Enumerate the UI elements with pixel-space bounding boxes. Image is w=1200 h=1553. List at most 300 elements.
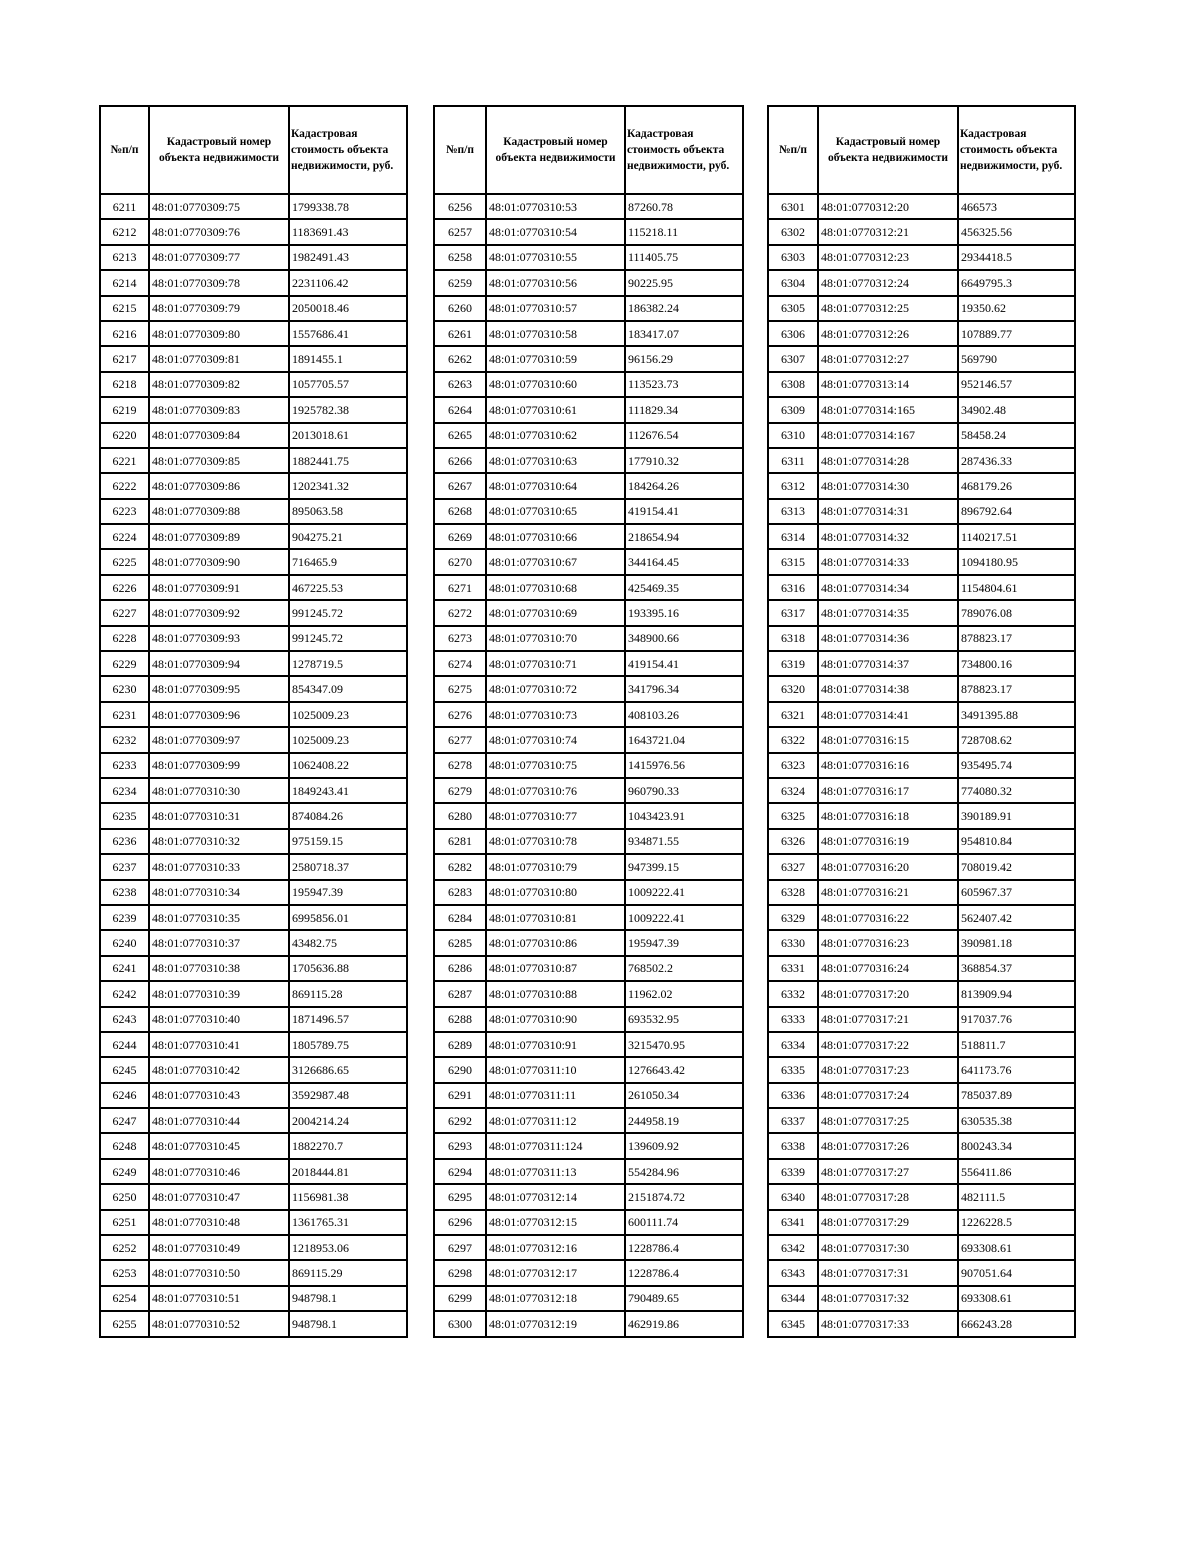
cadastral-value: 991245.72 <box>289 600 407 625</box>
table-row <box>100 1108 407 1133</box>
table-row <box>434 829 743 854</box>
cadastral-value: 1202341.32 <box>289 473 407 498</box>
table-row <box>768 194 1075 219</box>
table-row <box>434 245 743 270</box>
cadastral-number: 48:01:0770312:25 <box>818 296 958 321</box>
row-number: 6319 <box>768 651 818 676</box>
cadastral-number: 48:01:0770309:96 <box>149 702 289 727</box>
table-row <box>768 956 1075 981</box>
table-row <box>100 626 407 651</box>
table-row <box>100 245 407 270</box>
table-row <box>768 905 1075 930</box>
cadastral-number: 48:01:0770316:17 <box>818 778 958 803</box>
row-number: 6292 <box>434 1108 486 1133</box>
cadastral-number: 48:01:0770309:97 <box>149 727 289 752</box>
table-row <box>100 956 407 981</box>
row-number: 6340 <box>768 1184 818 1209</box>
cadastral-number: 48:01:0770309:80 <box>149 321 289 346</box>
cadastral-value: 3592987.48 <box>289 1083 407 1108</box>
cadastral-number: 48:01:0770310:66 <box>486 524 625 549</box>
row-number: 6335 <box>768 1057 818 1082</box>
table-row <box>434 448 743 473</box>
cadastral-value: 3215470.95 <box>625 1032 743 1057</box>
cadastral-number: 48:01:0770309:89 <box>149 524 289 549</box>
table-row <box>100 880 407 905</box>
table-row <box>100 524 407 549</box>
cadastral-value: 600111.74 <box>625 1210 743 1235</box>
table-row <box>100 219 407 244</box>
row-number: 6303 <box>768 245 818 270</box>
cadastral-number: 48:01:0770316:19 <box>818 829 958 854</box>
row-number: 6254 <box>100 1286 149 1311</box>
cadastral-number: 48:01:0770310:56 <box>486 270 625 295</box>
table-row <box>768 1083 1075 1108</box>
cadastral-number: 48:01:0770312:18 <box>486 1286 625 1311</box>
cadastral-number: 48:01:0770316:15 <box>818 727 958 752</box>
row-number: 6219 <box>100 397 149 422</box>
cadastral-value: 2934418.5 <box>958 245 1075 270</box>
table-row <box>768 1235 1075 1260</box>
cadastral-value: 569790 <box>958 346 1075 371</box>
cadastral-number: 48:01:0770310:86 <box>486 930 625 955</box>
row-number: 6230 <box>100 676 149 701</box>
cadastral-value: 19350.62 <box>958 296 1075 321</box>
cadastral-value: 1799338.78 <box>289 194 407 219</box>
row-number: 6326 <box>768 829 818 854</box>
cadastral-value: 708019.42 <box>958 854 1075 879</box>
row-number: 6330 <box>768 930 818 955</box>
table-row <box>434 778 743 803</box>
table-row <box>434 626 743 651</box>
table-row <box>434 1235 743 1260</box>
cadastral-value: 3126686.65 <box>289 1057 407 1082</box>
table-row <box>768 524 1075 549</box>
cadastral-value: 1882270.7 <box>289 1133 407 1158</box>
row-number: 6336 <box>768 1083 818 1108</box>
cadastral-value: 87260.78 <box>625 194 743 219</box>
cadastral-number: 48:01:0770311:13 <box>486 1159 625 1184</box>
cadastral-value: 878823.17 <box>958 626 1075 651</box>
cadastral-number: 48:01:0770310:42 <box>149 1057 289 1082</box>
row-number: 6229 <box>100 651 149 676</box>
table-row <box>100 778 407 803</box>
cadastral-value: 789076.08 <box>958 600 1075 625</box>
cadastral-number: 48:01:0770314:28 <box>818 448 958 473</box>
row-number: 6227 <box>100 600 149 625</box>
cadastral-value: 734800.16 <box>958 651 1075 676</box>
table-row <box>434 423 743 448</box>
row-number: 6256 <box>434 194 486 219</box>
cadastral-value: 895063.58 <box>289 499 407 524</box>
table-row <box>768 930 1075 955</box>
table-row <box>434 956 743 981</box>
table-row <box>100 346 407 371</box>
row-number: 6269 <box>434 524 486 549</box>
cadastral-value: 218654.94 <box>625 524 743 549</box>
header-cadastral-number: Кадастровый номер объекта недвижимости <box>486 106 625 194</box>
table-row <box>100 473 407 498</box>
table-row <box>100 1286 407 1311</box>
row-number: 6337 <box>768 1108 818 1133</box>
table-row <box>434 397 743 422</box>
cadastral-value: 975159.15 <box>289 829 407 854</box>
cadastral-value: 952146.57 <box>958 372 1075 397</box>
table-header-row <box>100 106 407 194</box>
cadastral-value: 1183691.43 <box>289 219 407 244</box>
row-number: 6309 <box>768 397 818 422</box>
cadastral-number: 48:01:0770310:63 <box>486 448 625 473</box>
row-number: 6266 <box>434 448 486 473</box>
table-row <box>768 1032 1075 1057</box>
cadastral-number: 48:01:0770310:59 <box>486 346 625 371</box>
row-number: 6213 <box>100 245 149 270</box>
row-number: 6255 <box>100 1311 149 1336</box>
row-number: 6220 <box>100 423 149 448</box>
cadastral-number: 48:01:0770309:90 <box>149 549 289 574</box>
cadastral-number: 48:01:0770309:83 <box>149 397 289 422</box>
table-row <box>434 753 743 778</box>
row-number: 6342 <box>768 1235 818 1260</box>
row-number: 6235 <box>100 803 149 828</box>
cadastral-number: 48:01:0770314:37 <box>818 651 958 676</box>
row-number: 6302 <box>768 219 818 244</box>
cadastral-number: 48:01:0770309:91 <box>149 575 289 600</box>
cadastral-number: 48:01:0770312:26 <box>818 321 958 346</box>
table-row <box>100 270 407 295</box>
cadastral-number: 48:01:0770310:41 <box>149 1032 289 1057</box>
row-number: 6252 <box>100 1235 149 1260</box>
cadastral-number: 48:01:0770309:78 <box>149 270 289 295</box>
cadastral-number: 48:01:0770310:37 <box>149 930 289 955</box>
table-row <box>100 321 407 346</box>
cadastral-value: 2231106.42 <box>289 270 407 295</box>
table-row <box>434 854 743 879</box>
cadastral-value: 1705636.88 <box>289 956 407 981</box>
cadastral-value: 869115.29 <box>289 1260 407 1285</box>
row-number: 6345 <box>768 1311 818 1336</box>
table-row <box>100 905 407 930</box>
row-number: 6218 <box>100 372 149 397</box>
table-row <box>434 1032 743 1057</box>
table-row <box>434 880 743 905</box>
row-number: 6277 <box>434 727 486 752</box>
row-number: 6258 <box>434 245 486 270</box>
table-row <box>434 1159 743 1184</box>
cadastral-value: 2018444.81 <box>289 1159 407 1184</box>
cadastral-value: 1094180.95 <box>958 549 1075 574</box>
cadastral-number: 48:01:0770310:77 <box>486 803 625 828</box>
table-row <box>100 397 407 422</box>
row-number: 6262 <box>434 346 486 371</box>
cadastral-number: 48:01:0770310:72 <box>486 676 625 701</box>
table-row <box>434 372 743 397</box>
cadastral-number: 48:01:0770309:77 <box>149 245 289 270</box>
cadastral-value: 904275.21 <box>289 524 407 549</box>
table-row <box>434 1184 743 1209</box>
table-row <box>100 1007 407 1032</box>
table-row <box>768 1007 1075 1032</box>
cadastral-value: 6995856.01 <box>289 905 407 930</box>
table-row <box>100 1083 407 1108</box>
table-row <box>100 1184 407 1209</box>
row-number: 6313 <box>768 499 818 524</box>
row-number: 6253 <box>100 1260 149 1285</box>
cadastral-number: 48:01:0770317:23 <box>818 1057 958 1082</box>
table-row <box>768 321 1075 346</box>
table-row <box>100 1210 407 1235</box>
table-row <box>768 702 1075 727</box>
row-number: 6267 <box>434 473 486 498</box>
cadastral-value: 419154.41 <box>625 651 743 676</box>
cadastral-value: 177910.32 <box>625 448 743 473</box>
cadastral-number: 48:01:0770317:24 <box>818 1083 958 1108</box>
row-number: 6271 <box>434 575 486 600</box>
table-row <box>100 372 407 397</box>
cadastral-value: 800243.34 <box>958 1133 1075 1158</box>
row-number: 6331 <box>768 956 818 981</box>
row-number: 6294 <box>434 1159 486 1184</box>
row-number: 6249 <box>100 1159 149 1184</box>
table-row <box>434 981 743 1006</box>
row-number: 6279 <box>434 778 486 803</box>
cadastral-value: 2580718.37 <box>289 854 407 879</box>
table-row <box>100 829 407 854</box>
cadastral-value: 34902.48 <box>958 397 1075 422</box>
cadastral-number: 48:01:0770310:40 <box>149 1007 289 1032</box>
cadastral-value: 1009222.41 <box>625 905 743 930</box>
row-number: 6312 <box>768 473 818 498</box>
cadastral-number: 48:01:0770310:46 <box>149 1159 289 1184</box>
table-row <box>100 930 407 955</box>
cadastral-value: 947399.15 <box>625 854 743 879</box>
cadastral-number: 48:01:0770310:39 <box>149 981 289 1006</box>
row-number: 6221 <box>100 448 149 473</box>
cadastral-value: 785037.89 <box>958 1083 1075 1108</box>
cadastral-value: 1925782.38 <box>289 397 407 422</box>
row-number: 6298 <box>434 1260 486 1285</box>
row-number: 6280 <box>434 803 486 828</box>
cadastral-value: 2151874.72 <box>625 1184 743 1209</box>
cadastral-value: 790489.65 <box>625 1286 743 1311</box>
table-row <box>768 1210 1075 1235</box>
row-number: 6270 <box>434 549 486 574</box>
table-row <box>100 194 407 219</box>
cadastral-value: 344164.45 <box>625 549 743 574</box>
cadastral-value: 1228786.4 <box>625 1260 743 1285</box>
table-row <box>100 753 407 778</box>
cadastral-number: 48:01:0770310:43 <box>149 1083 289 1108</box>
cadastral-number: 48:01:0770317:21 <box>818 1007 958 1032</box>
table-header-row <box>768 106 1075 194</box>
row-number: 6285 <box>434 930 486 955</box>
cadastral-value: 456325.56 <box>958 219 1075 244</box>
row-number: 6327 <box>768 854 818 879</box>
table-row <box>768 1159 1075 1184</box>
cadastral-value: 186382.24 <box>625 296 743 321</box>
cadastral-number: 48:01:0770312:19 <box>486 1311 625 1336</box>
table-row <box>768 1133 1075 1158</box>
header-cadastral-value: Кадастровая стоимость объекта недвижимости, руб. <box>625 106 743 194</box>
table-row <box>768 880 1075 905</box>
cadastral-value: 948798.1 <box>289 1311 407 1336</box>
row-number: 6318 <box>768 626 818 651</box>
table-row <box>768 372 1075 397</box>
cadastral-value: 1154804.61 <box>958 575 1075 600</box>
row-number: 6268 <box>434 499 486 524</box>
cadastral-number: 48:01:0770310:69 <box>486 600 625 625</box>
cadastral-value: 1871496.57 <box>289 1007 407 1032</box>
cadastral-value: 2004214.24 <box>289 1108 407 1133</box>
row-number: 6238 <box>100 880 149 905</box>
table-row <box>434 803 743 828</box>
row-number: 6211 <box>100 194 149 219</box>
cadastral-value: 693308.61 <box>958 1286 1075 1311</box>
row-number: 6282 <box>434 854 486 879</box>
row-number: 6290 <box>434 1057 486 1082</box>
cadastral-value: 854347.09 <box>289 676 407 701</box>
table-row <box>100 549 407 574</box>
cadastral-number: 48:01:0770310:78 <box>486 829 625 854</box>
table-row <box>434 1260 743 1285</box>
row-number: 6323 <box>768 753 818 778</box>
row-number: 6307 <box>768 346 818 371</box>
header-cadastral-number: Кадастровый номер объекта недвижимости <box>149 106 289 194</box>
row-number: 6234 <box>100 778 149 803</box>
cadastral-number: 48:01:0770311:11 <box>486 1083 625 1108</box>
cadastral-value: 96156.29 <box>625 346 743 371</box>
cadastral-number: 48:01:0770310:65 <box>486 499 625 524</box>
row-number: 6300 <box>434 1311 486 1336</box>
table-row <box>100 296 407 321</box>
table-row <box>100 1311 407 1336</box>
row-number: 6334 <box>768 1032 818 1057</box>
table-row <box>768 1286 1075 1311</box>
cadastral-number: 48:01:0770310:75 <box>486 753 625 778</box>
table-row <box>100 1159 407 1184</box>
cadastral-value: 419154.41 <box>625 499 743 524</box>
cadastral-number: 48:01:0770311:124 <box>486 1133 625 1158</box>
table-row <box>768 1108 1075 1133</box>
cadastral-number: 48:01:0770317:22 <box>818 1032 958 1057</box>
cadastral-value: 408103.26 <box>625 702 743 727</box>
row-number: 6248 <box>100 1133 149 1158</box>
cadastral-value: 462919.86 <box>625 1311 743 1336</box>
cadastral-value: 466573 <box>958 194 1075 219</box>
cadastral-value: 1415976.56 <box>625 753 743 778</box>
cadastral-value: 1043423.91 <box>625 803 743 828</box>
row-number: 6259 <box>434 270 486 295</box>
cadastral-value: 562407.42 <box>958 905 1075 930</box>
table-row <box>768 1184 1075 1209</box>
cadastral-number: 48:01:0770314:33 <box>818 549 958 574</box>
table-row <box>768 1311 1075 1336</box>
row-number: 6237 <box>100 854 149 879</box>
table-row <box>768 245 1075 270</box>
cadastral-number: 48:01:0770309:94 <box>149 651 289 676</box>
cadastral-value: 693532.95 <box>625 1007 743 1032</box>
row-number: 6344 <box>768 1286 818 1311</box>
header-cadastral-number: Кадастровый номер объекта недвижимости <box>818 106 958 194</box>
cadastral-number: 48:01:0770312:23 <box>818 245 958 270</box>
table-row <box>434 1311 743 1336</box>
cadastral-value: 3491395.88 <box>958 702 1075 727</box>
cadastral-number: 48:01:0770310:58 <box>486 321 625 346</box>
row-number: 6228 <box>100 626 149 651</box>
cadastral-value: 666243.28 <box>958 1311 1075 1336</box>
cadastral-number: 48:01:0770310:45 <box>149 1133 289 1158</box>
cadastral-number: 48:01:0770310:76 <box>486 778 625 803</box>
table-row <box>100 676 407 701</box>
row-number: 6245 <box>100 1057 149 1082</box>
row-number: 6284 <box>434 905 486 930</box>
header-cadastral-value: Кадастровая стоимость объекта недвижимости, руб. <box>958 106 1075 194</box>
table-row <box>434 524 743 549</box>
table-row <box>100 702 407 727</box>
cadastral-number: 48:01:0770317:25 <box>818 1108 958 1133</box>
row-number: 6320 <box>768 676 818 701</box>
cadastral-value: 556411.86 <box>958 1159 1075 1184</box>
row-number: 6283 <box>434 880 486 905</box>
row-number: 6239 <box>100 905 149 930</box>
row-number: 6225 <box>100 549 149 574</box>
cadastral-value: 1278719.5 <box>289 651 407 676</box>
row-number: 6231 <box>100 702 149 727</box>
cadastral-number: 48:01:0770317:30 <box>818 1235 958 1260</box>
row-number: 6243 <box>100 1007 149 1032</box>
cadastral-number: 48:01:0770314:30 <box>818 473 958 498</box>
row-number: 6339 <box>768 1159 818 1184</box>
cadastral-number: 48:01:0770317:27 <box>818 1159 958 1184</box>
cadastral-number: 48:01:0770309:93 <box>149 626 289 651</box>
row-number: 6276 <box>434 702 486 727</box>
row-number: 6250 <box>100 1184 149 1209</box>
row-number: 6240 <box>100 930 149 955</box>
table-row <box>768 473 1075 498</box>
cadastral-value: 1361765.31 <box>289 1210 407 1235</box>
header-number: №п/п <box>768 106 818 194</box>
cadastral-value: 1140217.51 <box>958 524 1075 549</box>
table-row <box>434 219 743 244</box>
table-row <box>768 397 1075 422</box>
table-row <box>768 981 1075 1006</box>
table-row <box>434 194 743 219</box>
row-number: 6287 <box>434 981 486 1006</box>
row-number: 6325 <box>768 803 818 828</box>
cadastral-number: 48:01:0770312:14 <box>486 1184 625 1209</box>
row-number: 6288 <box>434 1007 486 1032</box>
table-row <box>434 702 743 727</box>
row-number: 6251 <box>100 1210 149 1235</box>
cadastral-value: 774080.32 <box>958 778 1075 803</box>
table-row <box>100 575 407 600</box>
row-number: 6265 <box>434 423 486 448</box>
cadastral-number: 48:01:0770317:20 <box>818 981 958 1006</box>
table-row <box>768 549 1075 574</box>
cadastral-number: 48:01:0770310:79 <box>486 854 625 879</box>
row-number: 6328 <box>768 880 818 905</box>
cadastral-number: 48:01:0770312:20 <box>818 194 958 219</box>
cadastral-number: 48:01:0770316:18 <box>818 803 958 828</box>
cadastral-value: 1025009.23 <box>289 702 407 727</box>
cadastral-number: 48:01:0770310:54 <box>486 219 625 244</box>
row-number: 6241 <box>100 956 149 981</box>
cadastral-value: 554284.96 <box>625 1159 743 1184</box>
row-number: 6236 <box>100 829 149 854</box>
table-row <box>768 829 1075 854</box>
cadastral-number: 48:01:0770310:88 <box>486 981 625 1006</box>
cadastral-value: 896792.64 <box>958 499 1075 524</box>
cadastral-number: 48:01:0770310:31 <box>149 803 289 828</box>
